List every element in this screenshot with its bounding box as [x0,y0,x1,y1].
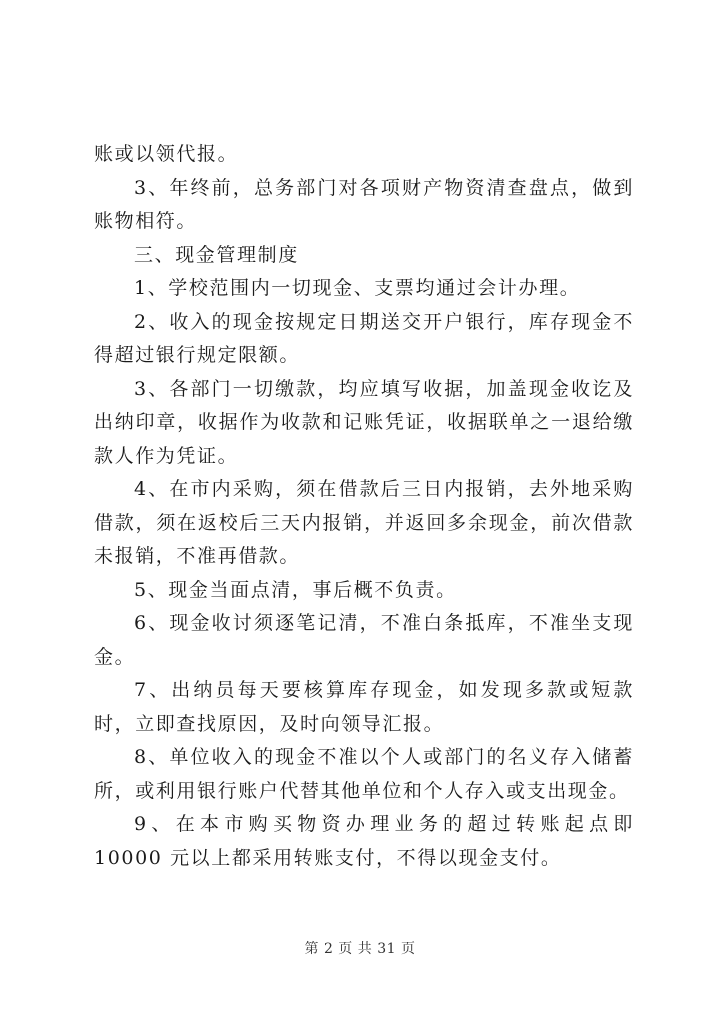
paragraph-continuation: 账或以领代报。 [94,143,239,165]
page-number-footer: 第 2 页 共 31 页 [304,941,416,957]
paragraph-item-7: 7、出纳员每天要核算库存现金，如发现多款或短款时，立即查找原因，及时向领导汇报。 [94,679,634,735]
paragraph-item-8: 8、单位收入的现金不准以个人或部门的名义存入储蓄所，或利用银行账户代替其他单位和个人存入或支出现金。 [94,746,634,802]
paragraph-item-2: 2、收入的现金按规定日期送交开户银行，库存现金不得超过银行规定限额。 [94,310,634,366]
paragraph-item-3: 3、年终前，总务部门对各项财产物资清查盘点，做到账物相符。 [94,176,634,232]
section-heading-cash-management: 三、现金管理制度 [134,243,299,266]
paragraph-item-5: 5、现金当面点清，事后概不负责。 [134,578,457,601]
paragraph-item-6: 6、现金收讨须逐笔记清，不准白条抵库，不准坐支现金。 [94,612,634,668]
paragraph-item-3-receipts: 3、各部门一切缴款，均应填写收据，加盖现金收讫及出纳印章，收据作为收款和记账凭证，收据联单之一退给缴款人作为凭证。 [94,377,634,467]
paragraph-item-1: 1、学校范围内一切现金、支票均通过会计办理。 [134,277,581,299]
document-body [94,138,634,875]
paragraph-item-9: 9、在本市购买物资办理业务的超过转账起点即 10000 元以上都采用转账支付，不得以现金支付。 [94,813,634,869]
paragraph-item-4: 4、在市内采购，须在借款后三日内报销，去外地采购借款，须在返校后三天内报销，并返回多余现金，前次借款未报销，不准再借款。 [94,478,634,567]
